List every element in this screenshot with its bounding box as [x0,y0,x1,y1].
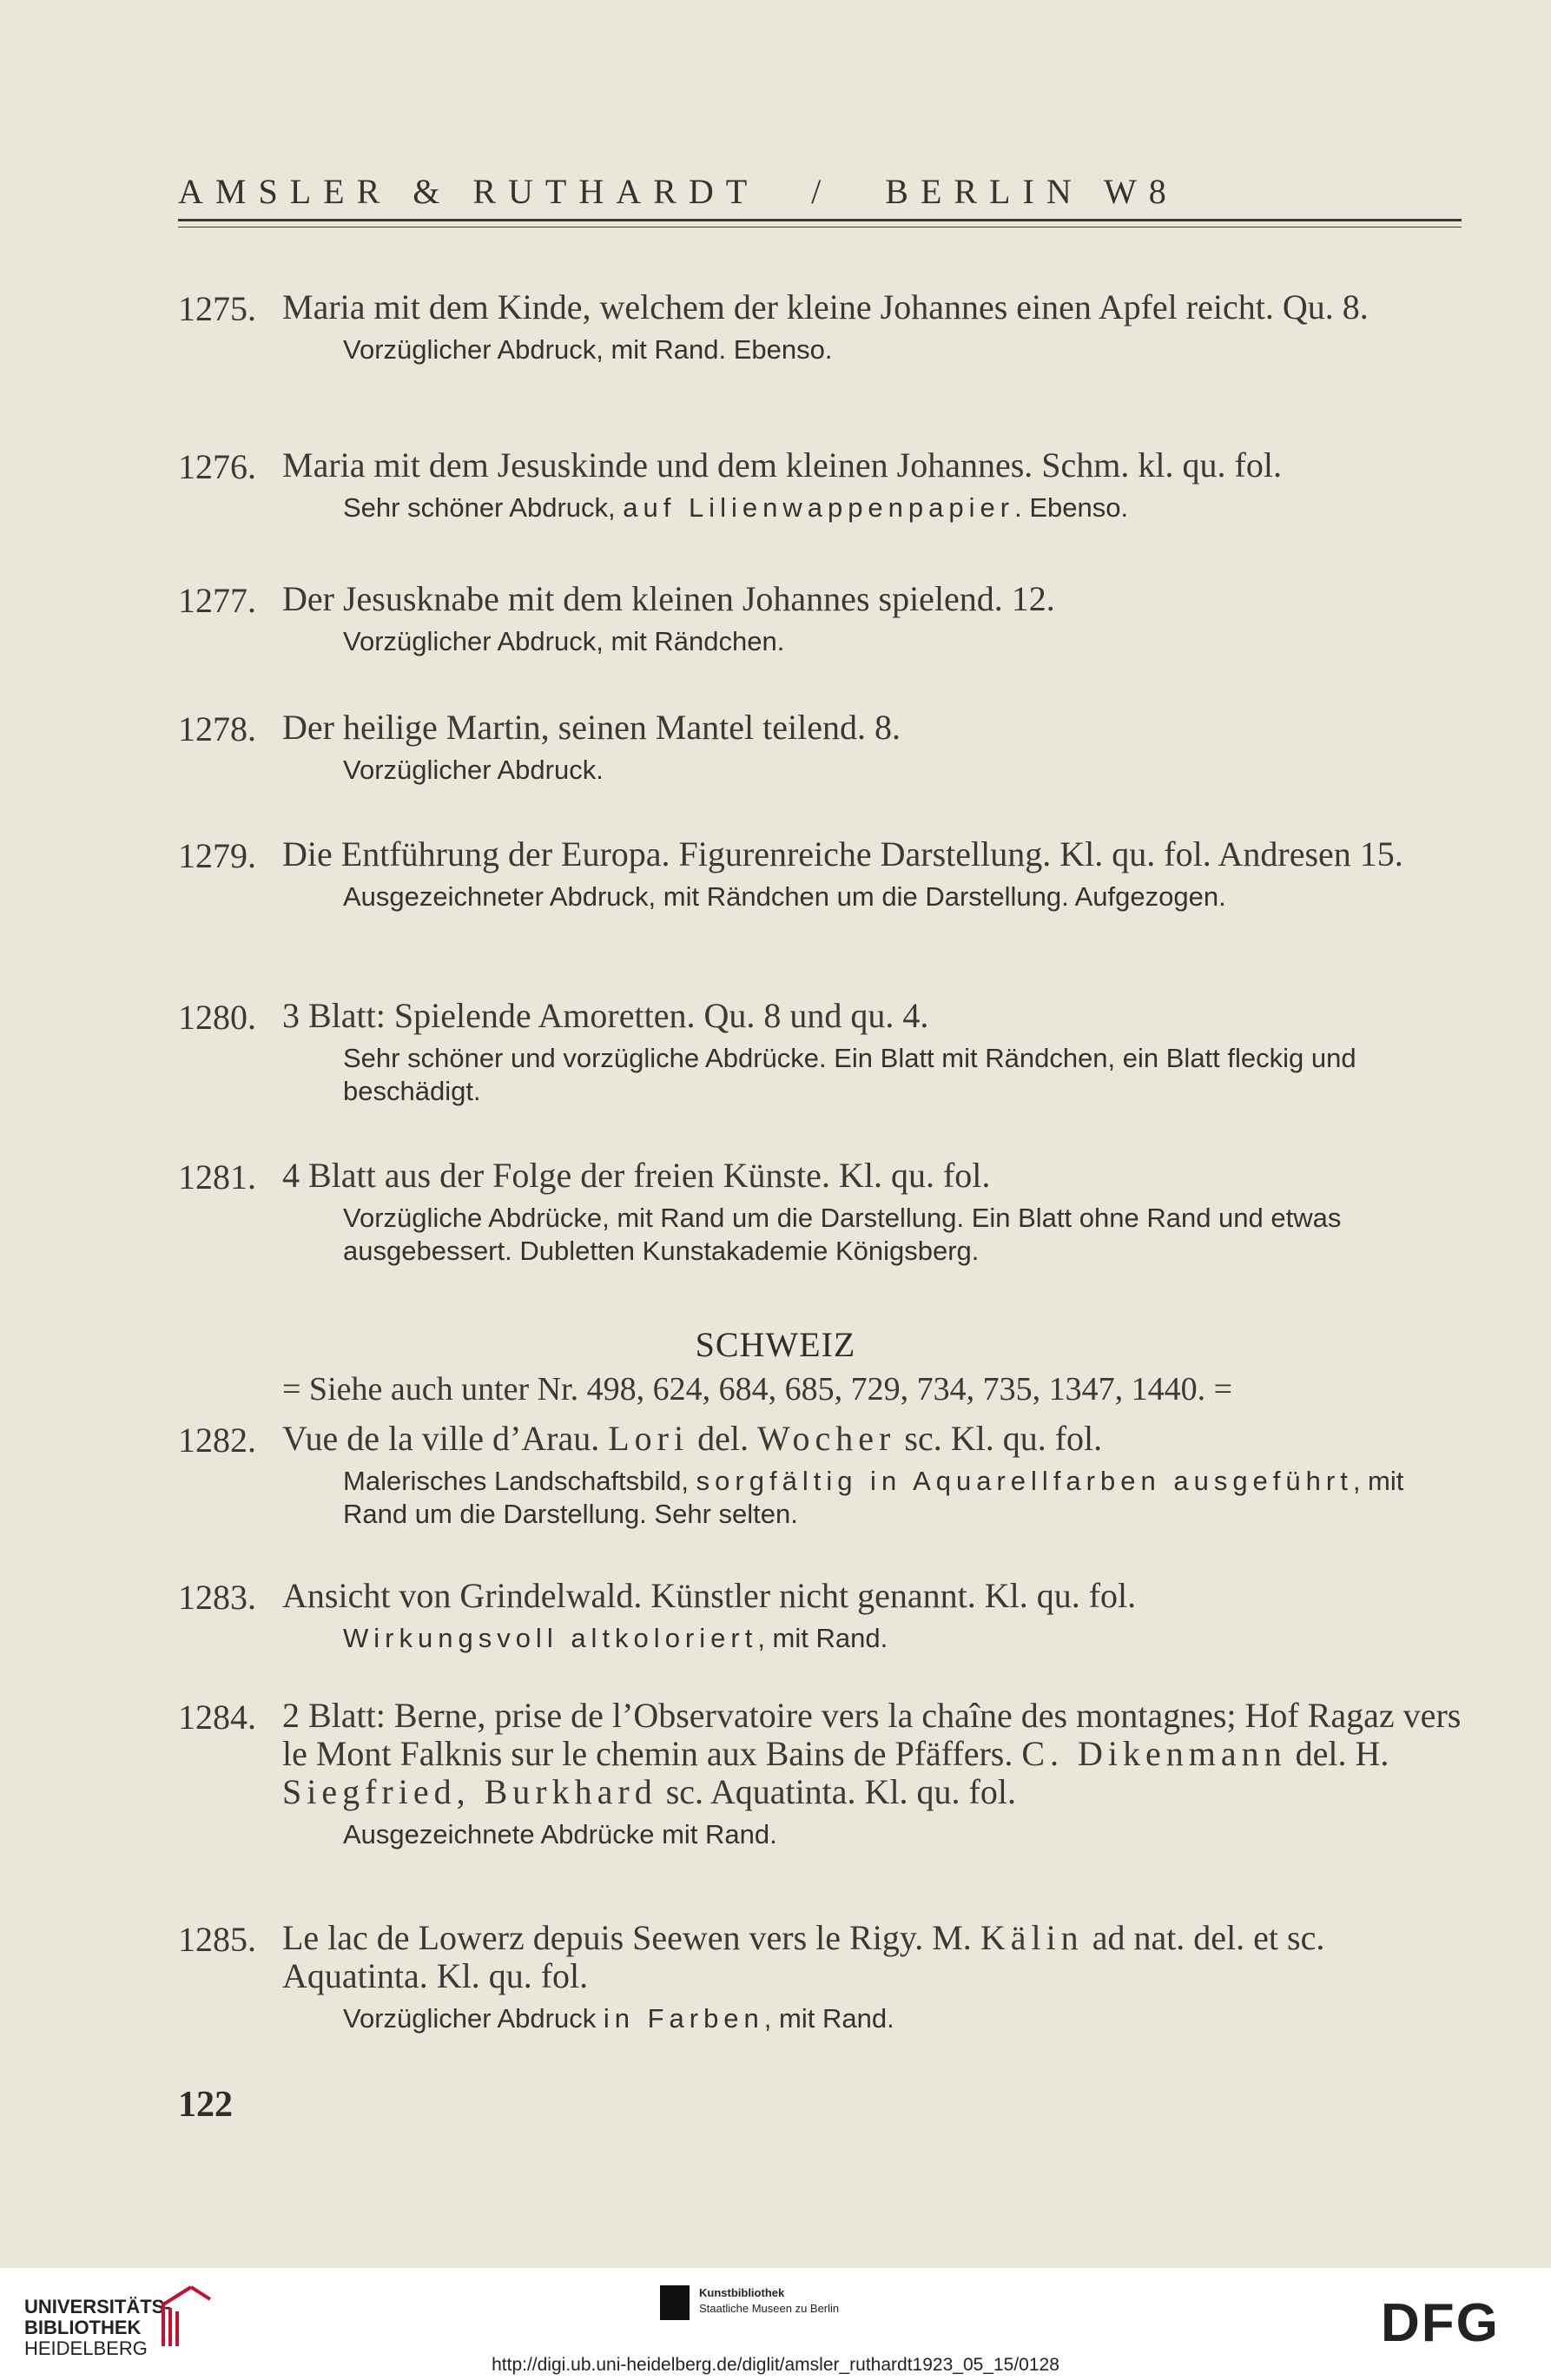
ub-heidelberg-logo-icon [156,2282,217,2351]
entry-description [343,491,1462,524]
entry-description-emphasis: auf Lilienwappenpapier [623,492,1015,523]
entry-description: Vorzügliche Abdrücke, mit Rand um die Darstellung. Ein Blatt ohne Rand und etwas ausgebessert. Dubletten Kunstakademie Königsberg. [343,1203,1342,1266]
entry-description-part: . Ebenso. [1014,492,1129,523]
ub-label-line: HEIDELBERG [24,2337,148,2359]
entry-title-part: Le lac de Lowerz depuis Seewen vers le Rigy. M. [282,1918,980,1957]
ub-label-line: UNIVERSITÄTS- [24,2296,171,2317]
entry-title: Der Jesusknabe mit dem kleinen Johannes spielend. 12. [282,579,1055,618]
entry-title: 3 Blatt: Spielende Amoretten. Qu. 8 und qu. 4. [282,996,929,1035]
kunstbibliothek-label [699,2285,839,2317]
entry-number: 1282. [178,1421,256,1460]
entry-title-part: 2 Blatt: Berne, prise de l’Observatoire vers la chaîne des montagnes; Hof Ragaz vers le Mont Falknis sur le chemin aux Bains de Pfäffers. [282,1696,1462,1773]
entry-description: Vorzüglicher Abdruck, mit Rand. Ebenso. [343,334,833,365]
entry-number: 1277. [178,581,256,620]
entry-description: Vorzüglicher Abdruck. [343,755,604,785]
entry-artist: C. Dikenmann [1021,1734,1287,1773]
entry-title: Maria mit dem Kinde, welchem der kleine Johannes einen Apfel reicht. Qu. 8. [282,287,1369,326]
publisher-name: AMSLER & RUTHARDT [178,172,760,211]
entry-number: 1278. [178,709,256,748]
entry-number: 1279. [178,836,256,875]
catalog-entry-1279 [178,835,1462,913]
entry-number: 1284. [178,1698,256,1737]
entry-artist: Siegfried, Burkhard [282,1772,657,1811]
entry-description-part: , mit Rand. [757,1623,888,1653]
entry-description-part: , mit Rand um die Darstellung. Sehr selten. [343,1466,1404,1529]
entry-title [282,1420,1462,1458]
entry-number: 1285. [178,1920,256,1959]
entry-description: Sehr schöner und vorzügliche Abdrücke. Ein Blatt mit Rändchen, ein Blatt fleckig und beschädigt. [343,1043,1356,1106]
catalog-entry-1282 [178,1420,1462,1531]
page-number: 122 [178,2085,233,2125]
entry-artist: Lori [608,1419,690,1458]
header-rule-thick [178,219,1462,221]
entry-number: 1275. [178,289,256,328]
entry-title-part: sc. Aquatinta. Kl. qu. fol. [657,1772,1016,1811]
kunstbibliothek-logo-icon [660,2285,690,2320]
entry-number: 1281. [178,1157,256,1197]
entry-artist: Wocher [756,1419,896,1458]
entry-description-part: , mit Rand. [763,2003,894,2034]
entry-title-part: del. [689,1419,757,1458]
section-cross-reference: = Siehe auch unter Nr. 498, 624, 684, 685, 729, 734, 735, 1347, 1440. = [282,1371,1233,1408]
entry-description-emphasis: sorgfältig in Aquarellfarben ausgeführt [696,1466,1353,1496]
running-header [178,171,1462,212]
entry-title [282,1919,1462,1995]
entry-description [343,2002,1462,2035]
catalog-entry-1281 [178,1157,1462,1268]
entry-number: 1280. [178,998,256,1037]
entry-title: Maria mit dem Jesuskinde und dem kleinen Johannes. Schm. kl. qu. fol. [282,445,1282,485]
entry-number: 1276. [178,447,256,486]
ub-label-line: BIBLIOTHEK [24,2317,142,2338]
entry-description-part: Sehr schöner Abdruck, [343,492,624,523]
entry-title-part: sc. Kl. qu. fol. [895,1419,1103,1458]
ub-heidelberg-label [24,2297,171,2359]
kb-label-line: Kunstbibliothek [699,2286,785,2299]
catalog-entry-1280 [178,997,1462,1108]
entry-title [282,1697,1462,1811]
catalog-entry-1275 [178,288,1462,366]
section-heading: SCHWEIZ [695,1325,856,1364]
entry-title-part: ad nat. del. et sc. Aquatinta. Kl. qu. fol. [282,1918,1325,1995]
entry-title-part: Vue de la ville d’Arau. [282,1419,609,1458]
catalog-entry-1283 [178,1577,1462,1655]
catalog-entry-1278 [178,709,1462,787]
entry-title: 4 Blatt aus der Folge der freien Künste. Kl. qu. fol. [282,1156,991,1195]
permalink[interactable]: http://digi.ub.uni-heidelberg.de/diglit/amsler_ruthardt1923_05_15/0128 [492,2355,1059,2375]
catalog-entry-1276 [178,446,1462,524]
entry-number: 1283. [178,1578,256,1617]
entry-description: Ausgezeichnete Abdrücke mit Rand. [343,1819,777,1849]
kb-label-line: Staatliche Museen zu Berlin [699,2302,840,2315]
entry-title: Die Entführung der Europa. Figurenreiche Darstellung. Kl. qu. fol. Andresen 15. [282,834,1403,874]
entry-description-emphasis: in Farben [603,2003,764,2034]
entry-description: Vorzüglicher Abdruck, mit Rändchen. [343,626,785,656]
header-separator: / [811,172,834,211]
entry-artist: Kälin [980,1918,1084,1957]
entry-description [343,1622,1462,1655]
entry-description-part: Malerisches Landschaftsbild, [343,1466,696,1496]
catalog-entry-1284 [178,1697,1462,1851]
dfg-logo: DFG [1381,2293,1500,2353]
catalog-entry-1285 [178,1919,1462,2035]
entry-description: Ausgezeichneter Abdruck, mit Rändchen um die Darstellung. Aufgezogen. [343,881,1226,912]
entry-description [343,1465,1462,1531]
entry-title: Der heilige Martin, seinen Mantel teilend. 8. [282,708,901,747]
entry-description-part: Vorzüglicher Abdruck [343,2003,604,2034]
entry-description-emphasis: Wirkungsvoll altkoloriert [343,1623,758,1653]
entry-title: Ansicht von Grindelwald. Künstler nicht genannt. Kl. qu. fol. [282,1576,1137,1615]
entry-title-part: del. H. [1286,1734,1389,1773]
publisher-city: BERLIN W8 [885,172,1178,211]
catalog-entry-1277 [178,580,1462,658]
